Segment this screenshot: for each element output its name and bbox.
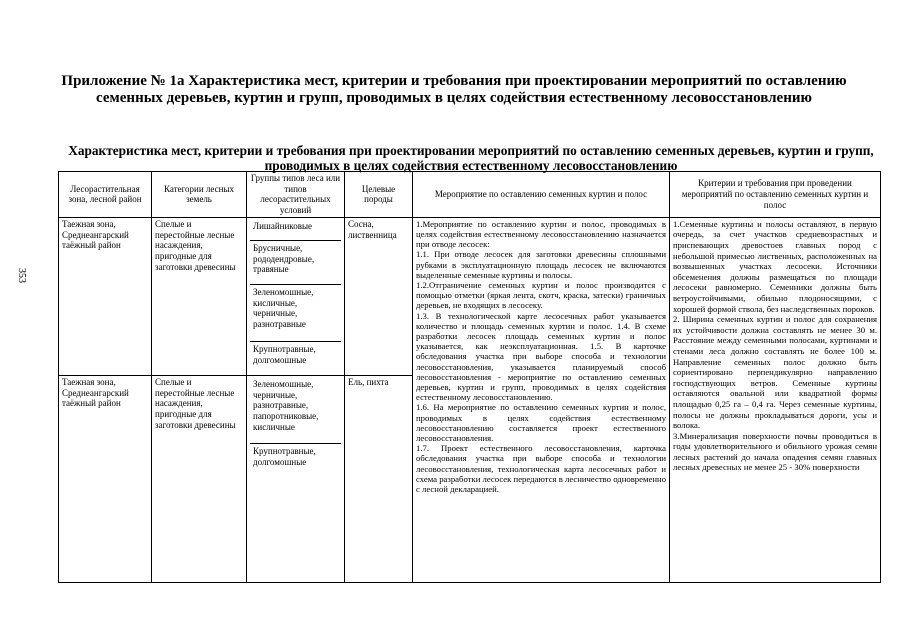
header-species: Целевые породы: [345, 172, 413, 218]
requirement-paragraph: 1.Семенные куртины и полосы оставляют, в первую очередь, за счет участков средневозрастных и приспевающих древостоев главных пород с небольшой примесью лиственных, расположенных на возвышенных участках лесосеки. Источники обсеменения должны размещаться по площади лесосеки равномерно. Семенники должны быть ветроустойчивыми, обильно плодоносящими, с хорошей формой ствола, без наследственных пороков.: [673, 218, 877, 314]
measure-paragraph: 1.Мероприятие по оставлению куртин и полос, проводимых в целях содействия естественному лесовосстановлению назначается при отводе лесосек:: [416, 218, 666, 250]
forest-type-item: Брусничные, рододендровые, травяные: [250, 241, 341, 285]
measures-cell: [413, 217, 670, 582]
measure-paragraph: 1.1. При отводе лесосек для заготовки древесины сплошными рубками в эксплуатационную площадь лесосек не включаются выделенные семенные куртины и полосы.: [416, 249, 666, 280]
species-cell: Сосна, лиственница: [345, 217, 413, 375]
main-title: Приложение № 1а Характеристика мест, критерии и требования при проектировании мероприятий по оставлению семенных деревьев, куртин и групп, проводимых в целях содействия естественному лесовосстановлению: [61, 73, 847, 106]
species-cell: Ель, пихта: [345, 375, 413, 582]
header-requirements: Критерии и требования при проведении мероприятий по оставлению семенных куртин и полос: [670, 172, 881, 218]
header-zone: Лесорастительная зона, лесной район: [59, 172, 152, 218]
forest-type-item: Крупнотравные, долгомошные: [253, 445, 316, 467]
category-cell: Спелые и перестойные лесные насаждения, пригодные для заготовки древесины: [152, 217, 247, 375]
forest-type-item: Зеленомошные, черничные, разнотравные, папоротниковые, кисличные: [250, 377, 341, 444]
forest-type-item: Крупнотравные, долгомошные: [253, 343, 316, 365]
forest-type-item: Зеленомошные, кисличные, черничные, разнотравные: [250, 285, 341, 342]
table-header-row: [59, 172, 881, 218]
requirement-paragraph: 3.Минерализация поверхности почвы проводиться в годы удовлетворительного и обильного урожая семян лесных растений до начала опадения семян главных лесных древесных не менее 25 - 30% поверхности: [673, 430, 877, 473]
forest-types-cell: [247, 375, 345, 582]
table-title: Характеристика мест, критерии и требования при проектировании мероприятий по оставлению семенных деревьев, куртин и групп, проводимых в целях содействия естественному лесовосстановлению: [68, 143, 874, 173]
forest-types-cell: [247, 217, 345, 375]
header-forest-types: Группы типов леса или типов лесорастительных условий: [247, 172, 345, 218]
requirement-paragraph: 2. Ширина семенных куртин и полос для сохранения их устойчивости должна составлять не менее 30 м. Расстояние между семенными полосами, куртинами и стенами леса должно составлять не более 100 м. Направление семенных полос должно быть сориентировано перпендикулярно направлению господствующих ветров. Семенные куртины оставляются овальной или квадратной формы площадью 0,25 га – 0,4 га. Через семенные куртины, полосы не должны прокладываться дороги, усы и волока.: [673, 314, 877, 431]
category-cell: Спелые и перестойные лесные насаждения, пригодные для заготовки древесины: [152, 375, 247, 582]
zone-cell: Таежная зона, Среднеангарский таёжный район: [59, 375, 152, 582]
measure-paragraph: 1.3. В технологической карте лесосечных работ указывается количество и площадь семенных куртин и полос. 1.4. В схеме разработки лесосек площадь семенных куртин и полос указывается, как неэксплуатационная. 1.5. В карточке обследования участка при выборе способа и технологии лесовосстановления, указывается планируемый способ лесовосстановления - мероприятие по оставлению семенных деревьев, куртин и групп, проводимых в целях содействия естественному лесовосстановлению.: [416, 310, 666, 403]
measure-paragraph: 1.7. Проект естественного лесовосстановления, карточка обследования участка при выборе способа и технологии лесовосстановления, технологическая карта лесосечных работ и схема разработки лесосек передаются в лесничество одновременно с лесной декларацией.: [416, 443, 667, 495]
measure-paragraph: 1.2.Отграничение семенных куртин и полос производится с помощью отметки (яркая лента, скотч, краска, затески) граничных деревьев, не входящих в лесосеку.: [416, 280, 666, 311]
forest-type-item: Лишайниковые: [250, 219, 341, 241]
requirements-cell: [670, 217, 881, 582]
table-row: [59, 217, 881, 375]
header-category: Категории лесных земель: [152, 172, 247, 218]
header-measures: Мероприятие по оставлению семенных куртин и полос: [413, 172, 670, 218]
zone-cell: Таежная зона, Среднеангарский таёжный район: [59, 217, 152, 375]
page-number: 353: [16, 268, 27, 283]
measure-paragraph: 1.6. На мероприятие по оставлению семенных куртин и полос, проводимых в целях содействия естественному лесовосстановлению составляется проект естественного лесовосстановления.: [416, 402, 666, 444]
characteristics-table: [58, 171, 881, 583]
